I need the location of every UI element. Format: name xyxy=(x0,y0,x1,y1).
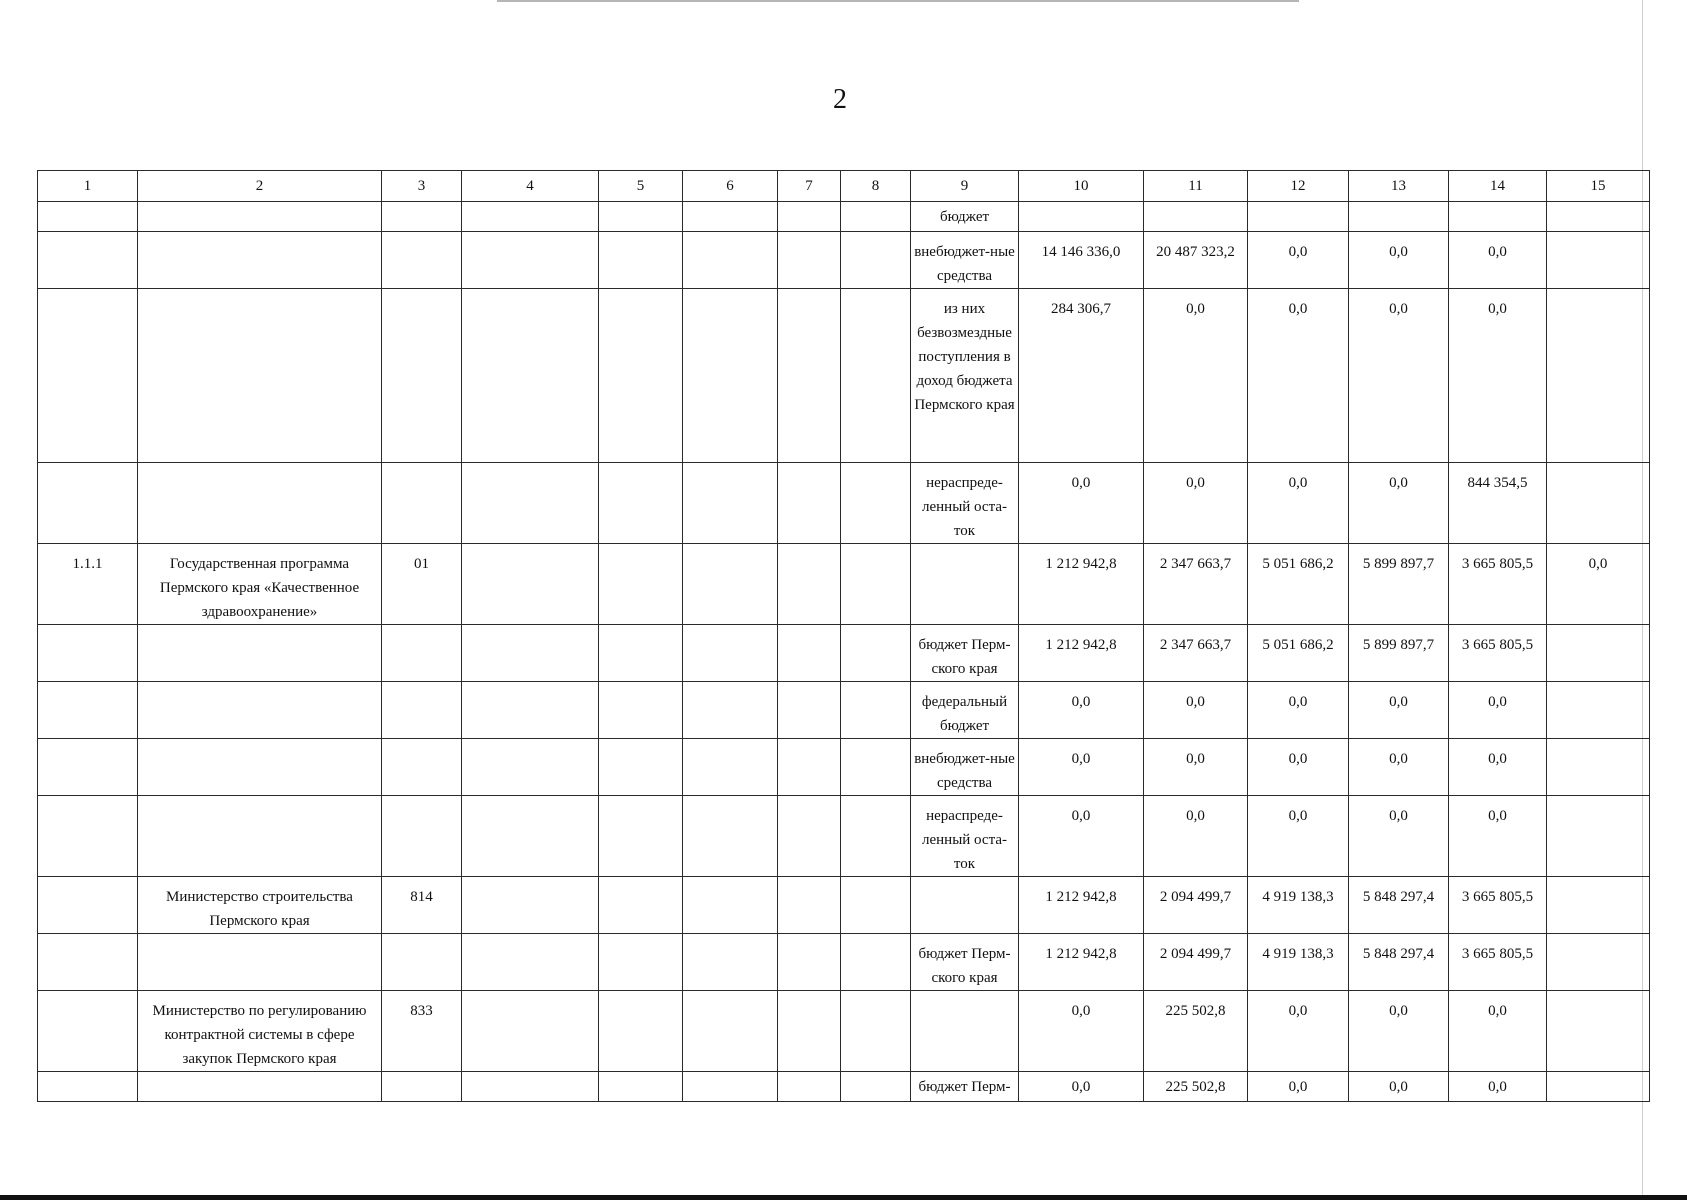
table-cell: 0,0 xyxy=(1449,289,1547,463)
table-cell xyxy=(683,544,778,625)
header-cell: 1 xyxy=(38,171,138,202)
table-cell xyxy=(1019,202,1144,232)
table-cell: 5 899 897,7 xyxy=(1349,625,1449,682)
table-cell: 0,0 xyxy=(1449,991,1547,1072)
table-cell xyxy=(1547,934,1650,991)
table-cell xyxy=(462,796,599,877)
table-cell: бюджет Перм- xyxy=(911,1072,1019,1102)
table-cell xyxy=(841,232,911,289)
table-cell xyxy=(138,202,382,232)
table-row xyxy=(38,739,1650,796)
table-cell xyxy=(841,544,911,625)
table-cell: 0,0 xyxy=(1349,1072,1449,1102)
table-cell: внебюджет-ные средства xyxy=(911,232,1019,289)
table-cell xyxy=(382,289,462,463)
table-cell xyxy=(38,202,138,232)
table-cell xyxy=(462,934,599,991)
table-cell xyxy=(841,463,911,544)
table-cell xyxy=(138,682,382,739)
table-cell xyxy=(38,625,138,682)
table-cell xyxy=(382,682,462,739)
table-cell xyxy=(1547,463,1650,544)
table-cell xyxy=(599,934,683,991)
table-cell xyxy=(1547,682,1650,739)
table-cell: 0,0 xyxy=(1248,739,1349,796)
table-cell xyxy=(138,934,382,991)
table-cell: 0,0 xyxy=(1349,463,1449,544)
table-row xyxy=(38,934,1650,991)
table-cell: бюджет Перм-ского края xyxy=(911,934,1019,991)
table-cell xyxy=(683,232,778,289)
table-cell xyxy=(138,739,382,796)
table-row xyxy=(38,991,1650,1072)
table-cell xyxy=(911,991,1019,1072)
table-cell: 0,0 xyxy=(1248,463,1349,544)
table-cell xyxy=(38,796,138,877)
table-body xyxy=(38,171,1650,1102)
table-cell: Государственная программа Пермского края «Качественное здравоохранение» xyxy=(138,544,382,625)
table-cell: 2 347 663,7 xyxy=(1144,544,1248,625)
table-cell: 0,0 xyxy=(1144,289,1248,463)
table-cell xyxy=(1547,877,1650,934)
table-cell: 814 xyxy=(382,877,462,934)
table-cell xyxy=(778,682,841,739)
table-cell xyxy=(138,625,382,682)
table-cell: 844 354,5 xyxy=(1449,463,1547,544)
table-cell xyxy=(462,544,599,625)
header-cell: 10 xyxy=(1019,171,1144,202)
table-cell xyxy=(1547,739,1650,796)
table-cell: 0,0 xyxy=(1349,232,1449,289)
table-cell xyxy=(599,796,683,877)
table-cell xyxy=(38,463,138,544)
table-cell xyxy=(841,877,911,934)
table-cell: 3 665 805,5 xyxy=(1449,877,1547,934)
table-cell xyxy=(1547,232,1650,289)
table-cell: 0,0 xyxy=(1248,289,1349,463)
table-cell: 4 919 138,3 xyxy=(1248,877,1349,934)
table-cell: бюджет xyxy=(911,202,1019,232)
table-cell xyxy=(462,1072,599,1102)
table-cell xyxy=(778,202,841,232)
table-cell: 1.1.1 xyxy=(38,544,138,625)
table-cell xyxy=(683,289,778,463)
table-cell xyxy=(778,877,841,934)
table-cell: Министерство строительства Пермского края xyxy=(138,877,382,934)
table-cell xyxy=(38,232,138,289)
table-cell: 0,0 xyxy=(1248,232,1349,289)
table-cell xyxy=(38,739,138,796)
table-cell xyxy=(683,463,778,544)
table-cell xyxy=(599,544,683,625)
table-cell: 225 502,8 xyxy=(1144,1072,1248,1102)
table-cell: 0,0 xyxy=(1349,796,1449,877)
table-cell: 0,0 xyxy=(1144,463,1248,544)
table-row xyxy=(38,544,1650,625)
table-cell xyxy=(778,991,841,1072)
table-cell xyxy=(599,202,683,232)
table-cell: 0,0 xyxy=(1248,796,1349,877)
page-number: 2 xyxy=(833,84,847,115)
header-row xyxy=(38,171,1650,202)
table-cell xyxy=(683,1072,778,1102)
table-cell xyxy=(683,991,778,1072)
table-cell xyxy=(138,232,382,289)
table-cell: 284 306,7 xyxy=(1019,289,1144,463)
table-cell: 0,0 xyxy=(1019,739,1144,796)
table-cell: 5 899 897,7 xyxy=(1349,544,1449,625)
table-cell xyxy=(778,289,841,463)
table-cell: 0,0 xyxy=(1019,796,1144,877)
table-cell xyxy=(841,934,911,991)
table-cell xyxy=(778,739,841,796)
table-row xyxy=(38,202,1650,232)
table-cell: федеральный бюджет xyxy=(911,682,1019,739)
table-cell xyxy=(1248,202,1349,232)
header-cell: 2 xyxy=(138,171,382,202)
table-cell: 0,0 xyxy=(1449,232,1547,289)
table-cell xyxy=(1144,202,1248,232)
table-cell: 1 212 942,8 xyxy=(1019,625,1144,682)
table-cell xyxy=(38,934,138,991)
table-cell xyxy=(1547,991,1650,1072)
table-cell xyxy=(382,232,462,289)
table-cell xyxy=(1547,202,1650,232)
table-cell: 3 665 805,5 xyxy=(1449,544,1547,625)
table-cell xyxy=(462,877,599,934)
table-cell xyxy=(778,625,841,682)
table-cell xyxy=(599,463,683,544)
table-cell xyxy=(599,991,683,1072)
table-cell: 0,0 xyxy=(1019,463,1144,544)
table-cell xyxy=(683,877,778,934)
table-cell xyxy=(599,232,683,289)
table-cell: Министерство по регулированию контрактной системы в сфере закупок Пермского края xyxy=(138,991,382,1072)
table-cell xyxy=(1349,202,1449,232)
table-cell: 20 487 323,2 xyxy=(1144,232,1248,289)
table-cell xyxy=(462,682,599,739)
table-cell xyxy=(38,1072,138,1102)
table-cell xyxy=(778,934,841,991)
header-cell: 13 xyxy=(1349,171,1449,202)
table-cell xyxy=(462,625,599,682)
table-cell: 0,0 xyxy=(1248,991,1349,1072)
table-cell xyxy=(599,289,683,463)
table-cell: 0,0 xyxy=(1144,739,1248,796)
table-row xyxy=(38,682,1650,739)
table-cell xyxy=(683,625,778,682)
table-cell: 01 xyxy=(382,544,462,625)
budget-table xyxy=(37,170,1650,1102)
table-cell xyxy=(841,1072,911,1102)
table-cell: 0,0 xyxy=(1019,1072,1144,1102)
header-cell: 4 xyxy=(462,171,599,202)
table-cell xyxy=(382,934,462,991)
table-cell: 0,0 xyxy=(1019,682,1144,739)
table-cell xyxy=(138,463,382,544)
header-cell: 9 xyxy=(911,171,1019,202)
table-cell xyxy=(1449,202,1547,232)
table-cell xyxy=(1547,1072,1650,1102)
table-row xyxy=(38,796,1650,877)
table-cell: 0,0 xyxy=(1248,1072,1349,1102)
table-cell xyxy=(462,991,599,1072)
table-cell xyxy=(138,1072,382,1102)
table-cell xyxy=(599,877,683,934)
table-row xyxy=(38,232,1650,289)
table-cell xyxy=(599,739,683,796)
header-cell: 11 xyxy=(1144,171,1248,202)
table-cell: 0,0 xyxy=(1449,1072,1547,1102)
table-cell xyxy=(911,877,1019,934)
table-cell: 5 051 686,2 xyxy=(1248,625,1349,682)
table-cell: 0,0 xyxy=(1449,682,1547,739)
top-rule xyxy=(497,0,1299,2)
table-cell: 5 848 297,4 xyxy=(1349,934,1449,991)
table-cell xyxy=(382,625,462,682)
table-cell: 4 919 138,3 xyxy=(1248,934,1349,991)
table-cell: 2 347 663,7 xyxy=(1144,625,1248,682)
table-cell xyxy=(841,796,911,877)
table-cell xyxy=(1547,289,1650,463)
table-cell: 0,0 xyxy=(1349,682,1449,739)
table-row xyxy=(38,463,1650,544)
table-cell: 3 665 805,5 xyxy=(1449,934,1547,991)
table-cell xyxy=(38,289,138,463)
table-cell: 0,0 xyxy=(1144,796,1248,877)
table-cell xyxy=(38,991,138,1072)
table-cell: 0,0 xyxy=(1019,991,1144,1072)
table-cell xyxy=(841,202,911,232)
header-cell: 5 xyxy=(599,171,683,202)
table-cell xyxy=(683,934,778,991)
table-cell xyxy=(778,1072,841,1102)
table-cell xyxy=(911,544,1019,625)
table-cell xyxy=(841,625,911,682)
table-cell xyxy=(1547,625,1650,682)
table-cell xyxy=(462,739,599,796)
table-cell xyxy=(841,289,911,463)
table-row xyxy=(38,877,1650,934)
table-cell xyxy=(382,202,462,232)
table-cell xyxy=(138,796,382,877)
header-cell: 6 xyxy=(683,171,778,202)
table-cell xyxy=(1547,796,1650,877)
table-cell xyxy=(778,232,841,289)
header-cell: 14 xyxy=(1449,171,1547,202)
table-row xyxy=(38,1072,1650,1102)
table-cell: 2 094 499,7 xyxy=(1144,877,1248,934)
table-cell: 0,0 xyxy=(1248,682,1349,739)
table-cell: 3 665 805,5 xyxy=(1449,625,1547,682)
table-cell xyxy=(841,682,911,739)
table-cell: бюджет Перм-ского края xyxy=(911,625,1019,682)
table-cell: 2 094 499,7 xyxy=(1144,934,1248,991)
table-cell xyxy=(778,544,841,625)
header-cell: 12 xyxy=(1248,171,1349,202)
table-cell: нераспреде-ленный оста-ток xyxy=(911,796,1019,877)
table-cell xyxy=(462,232,599,289)
table-cell: 1 212 942,8 xyxy=(1019,544,1144,625)
table-cell xyxy=(599,1072,683,1102)
table-cell xyxy=(841,991,911,1072)
table-cell: 833 xyxy=(382,991,462,1072)
table-cell xyxy=(382,796,462,877)
table-cell: 0,0 xyxy=(1449,739,1547,796)
table-row xyxy=(38,625,1650,682)
table-cell: из них безвозмездные поступления в доход бюджета Пермского края xyxy=(911,289,1019,463)
table-cell: внебюджет-ные средства xyxy=(911,739,1019,796)
table-cell xyxy=(599,682,683,739)
table-cell xyxy=(683,796,778,877)
table-cell xyxy=(382,1072,462,1102)
table-cell: 0,0 xyxy=(1349,739,1449,796)
table-cell xyxy=(38,682,138,739)
table-cell xyxy=(138,289,382,463)
table-row xyxy=(38,289,1650,463)
table-cell xyxy=(841,739,911,796)
header-cell: 15 xyxy=(1547,171,1650,202)
table-cell: 0,0 xyxy=(1449,796,1547,877)
header-cell: 3 xyxy=(382,171,462,202)
table-cell: 0,0 xyxy=(1144,682,1248,739)
table-cell xyxy=(462,463,599,544)
table-cell xyxy=(38,877,138,934)
table-cell xyxy=(382,739,462,796)
table-cell: 5 848 297,4 xyxy=(1349,877,1449,934)
table-cell: 225 502,8 xyxy=(1144,991,1248,1072)
table-cell: 5 051 686,2 xyxy=(1248,544,1349,625)
table-cell: нераспреде-ленный оста-ток xyxy=(911,463,1019,544)
header-cell: 7 xyxy=(778,171,841,202)
table-cell xyxy=(683,739,778,796)
table-cell: 0,0 xyxy=(1349,289,1449,463)
table-cell xyxy=(778,463,841,544)
table-cell xyxy=(462,202,599,232)
table-cell xyxy=(683,202,778,232)
header-cell: 8 xyxy=(841,171,911,202)
table-cell xyxy=(778,796,841,877)
table-cell xyxy=(683,682,778,739)
table-cell xyxy=(462,289,599,463)
table-cell xyxy=(382,463,462,544)
bottom-edge xyxy=(0,1195,1687,1200)
table-cell: 1 212 942,8 xyxy=(1019,877,1144,934)
table-cell xyxy=(599,625,683,682)
table-cell: 0,0 xyxy=(1349,991,1449,1072)
table-cell: 0,0 xyxy=(1547,544,1650,625)
table-cell: 1 212 942,8 xyxy=(1019,934,1144,991)
table-cell: 14 146 336,0 xyxy=(1019,232,1144,289)
